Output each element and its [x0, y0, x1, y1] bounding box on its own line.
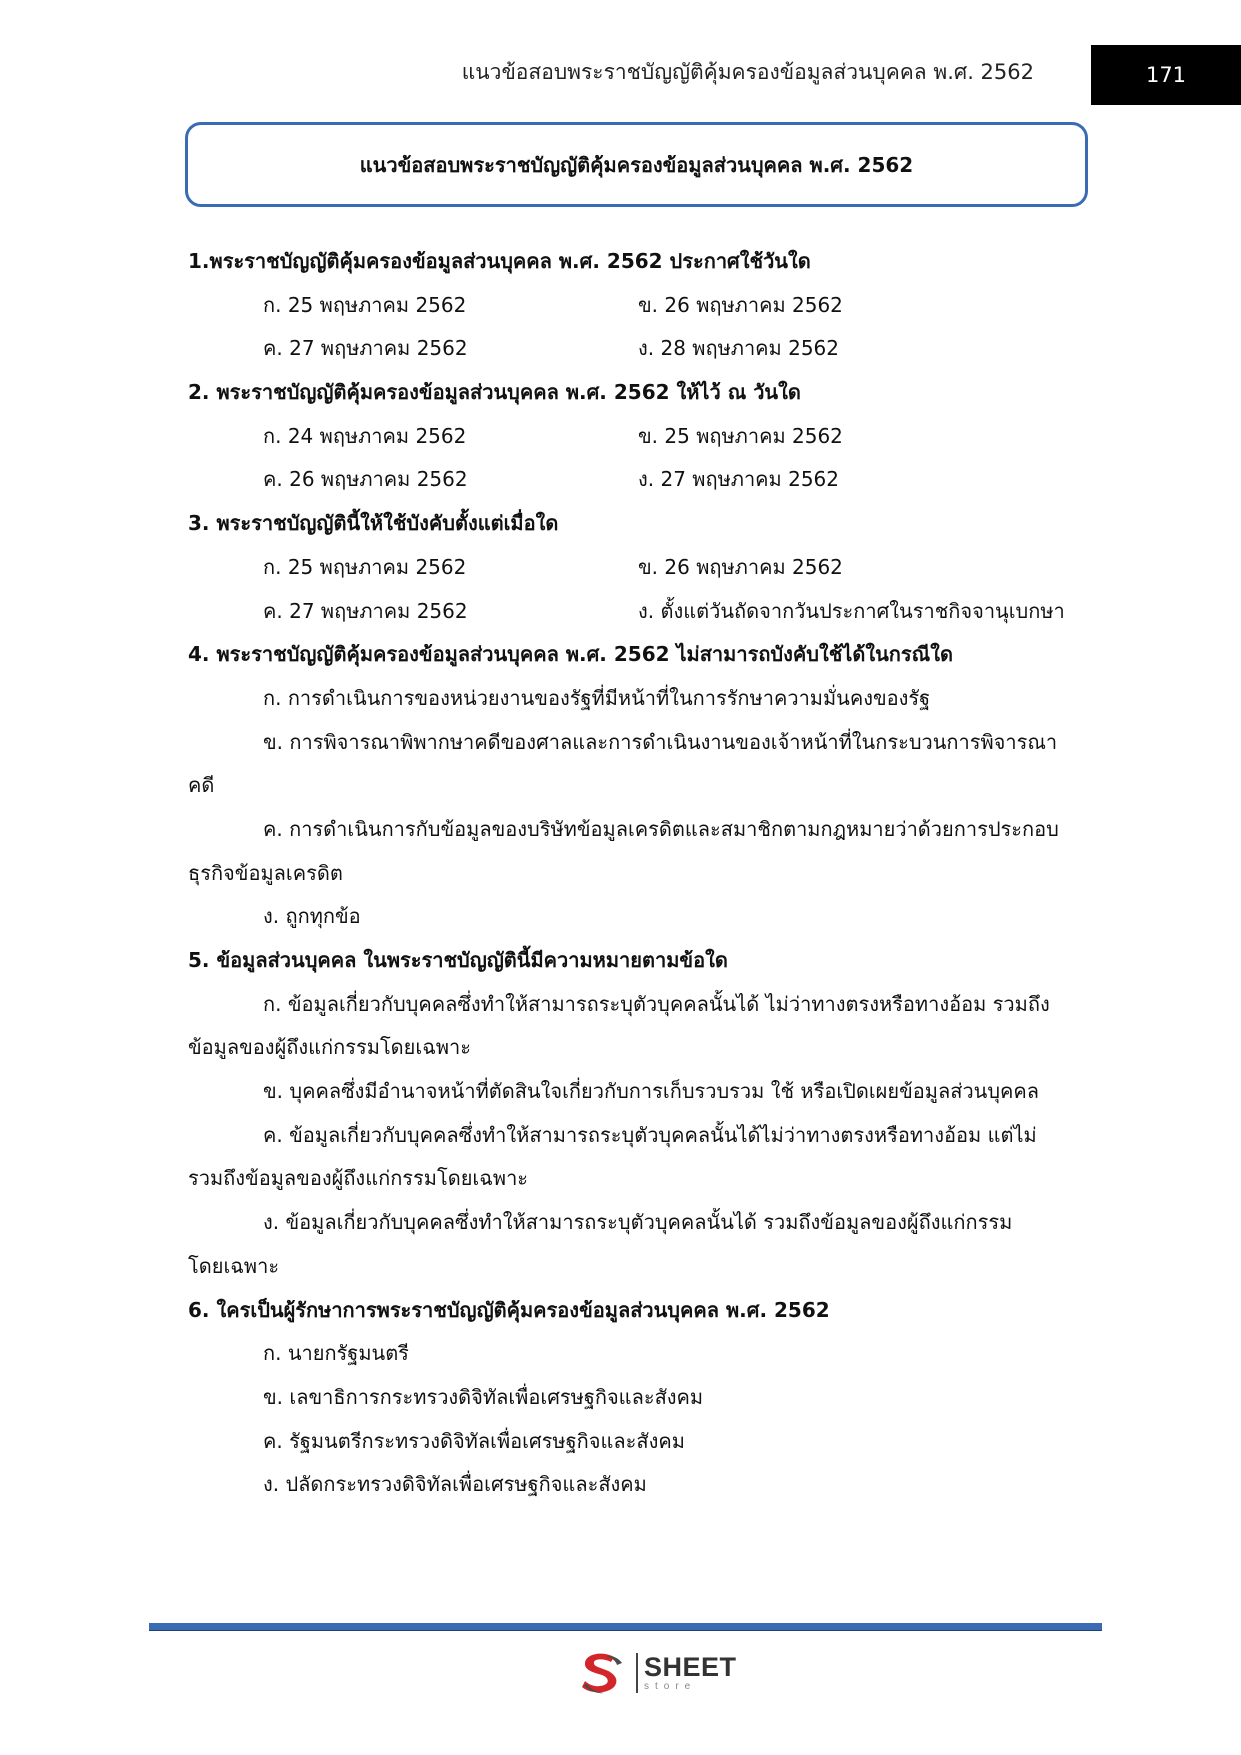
running-header-title: แนวข้อสอบพระราชบัญญัติคุ้มครองข้อมูลส่วนบุคคล พ.ศ. 2562	[461, 60, 1034, 84]
option-c: ค. รัฐมนตรีกระทรวงดิจิทัลเพื่อเศรษฐกิจและสังคม	[263, 1428, 685, 1453]
options-row	[188, 415, 1088, 459]
question-1: 1.พระราชบัญญัติคุ้มครองข้อมูลส่วนบุคคล พ.ศ. 2562 ประกาศใช้วันใด	[188, 249, 811, 273]
option-c: ค. 26 พฤษภาคม 2562	[263, 467, 468, 492]
option-d: ง. 27 พฤษภาคม 2562	[638, 467, 839, 492]
sheet-store-logo-icon	[576, 1649, 628, 1697]
page-title: แนวข้อสอบพระราชบัญญัติคุ้มครองข้อมูลส่วนบุคคล พ.ศ. 2562	[359, 152, 914, 177]
options-row	[188, 458, 1088, 502]
option-a: ก. ข้อมูลเกี่ยวกับบุคคลซึ่งทำให้สามารถระบุตัวบุคคลนั้นได้ ไม่ว่าทางตรงหรือทางอ้อม รวมถึง	[263, 991, 1050, 1016]
brand-logo	[576, 1648, 746, 1698]
option-a-continued: ข้อมูลของผู้ถึงแก่กรรมโดยเฉพาะ	[188, 1035, 472, 1060]
question-list	[188, 240, 1088, 1507]
option-d: ง. ข้อมูลเกี่ยวกับบุคคลซึ่งทำให้สามารถระบุตัวบุคคลนั้นได้ รวมถึงข้อมูลของผู้ถึงแก่กรรม	[263, 1210, 1013, 1235]
option-d: ง. ปลัดกระทรวงดิจิทัลเพื่อเศรษฐกิจและสังคม	[263, 1472, 647, 1497]
question-5: 5. ข้อมูลส่วนบุคคล ในพระราชบัญญัตินี้มีความหมายตามข้อใด	[188, 948, 728, 972]
option-b: ข. 26 พฤษภาคม 2562	[638, 292, 843, 317]
footer-rule	[149, 1623, 1102, 1631]
option-c-continued: ธุรกิจข้อมูลเครดิต	[188, 860, 343, 885]
option-d-continued: โดยเฉพาะ	[188, 1253, 280, 1278]
option-b: ข. 25 พฤษภาคม 2562	[638, 423, 843, 448]
option-a: ก. 25 พฤษภาคม 2562	[263, 292, 467, 317]
option-b-continued: คดี	[188, 773, 215, 798]
question-6: 6. ใครเป็นผู้รักษาการพระราชบัญญัติคุ้มครองข้อมูลส่วนบุคคล พ.ศ. 2562	[188, 1297, 830, 1322]
brand-sub: store	[644, 1681, 697, 1692]
option-c: ค. 27 พฤษภาคม 2562	[263, 598, 468, 623]
page-number: 171	[1091, 45, 1241, 105]
option-d: ง. 28 พฤษภาคม 2562	[638, 336, 839, 361]
question-2: 2. พระราชบัญญัติคุ้มครองข้อมูลส่วนบุคคล พ.ศ. 2562 ให้ไว้ ณ วันใด	[188, 380, 801, 405]
page-title-box	[185, 122, 1088, 207]
options-row	[188, 327, 1088, 371]
question-4: 4. พระราชบัญญัติคุ้มครองข้อมูลส่วนบุคคล พ.ศ. 2562 ไม่สามารถบังคับใช้ได้ในกรณีใด	[188, 642, 953, 667]
options-row	[188, 284, 1088, 328]
option-c-continued: รวมถึงข้อมูลของผู้ถึงแก่กรรมโดยเฉพาะ	[188, 1166, 529, 1191]
option-b: ข. บุคคลซึ่งมีอำนาจหน้าที่ตัดสินใจเกี่ยวกับการเก็บรวบรวม ใช้ หรือเปิดเผยข้อมูลส่วนบุคคล	[263, 1079, 1040, 1104]
option-d: ง. ถูกทุกข้อ	[263, 904, 361, 929]
brand-text	[644, 1654, 737, 1692]
option-d: ง. ตั้งแต่วันถัดจากวันประกาศในราชกิจจานุเบกษา	[638, 598, 1065, 623]
question-3: 3. พระราชบัญญัตินี้ให้ใช้บังคับตั้งแต่เมื่อใด	[188, 511, 559, 536]
options-row	[188, 546, 1088, 590]
option-c: ค. การดำเนินการกับข้อมูลของบริษัทข้อมูลเครดิตและสมาชิกตามกฎหมายว่าด้วยการประกอบ	[263, 816, 1059, 841]
option-c: ค. 27 พฤษภาคม 2562	[263, 336, 468, 361]
option-a: ก. 24 พฤษภาคม 2562	[263, 423, 467, 448]
option-b: ข. 26 พฤษภาคม 2562	[638, 554, 843, 579]
logo-separator	[636, 1653, 638, 1693]
options-row	[188, 590, 1088, 634]
option-a: ก. 25 พฤษภาคม 2562	[263, 554, 467, 579]
option-b: ข. การพิจารณาพิพากษาคดีของศาลและการดำเนินงานของเจ้าหน้าที่ในกระบวนการพิจารณา	[263, 729, 1058, 754]
option-a: ก. นายกรัฐมนตรี	[263, 1341, 409, 1366]
brand-name: SHEET	[644, 1652, 737, 1682]
option-b: ข. เลขาธิการกระทรวงดิจิทัลเพื่อเศรษฐกิจและสังคม	[263, 1384, 704, 1409]
option-a: ก. การดำเนินการของหน่วยงานของรัฐที่มีหน้าที่ในการรักษาความมั่นคงของรัฐ	[263, 685, 931, 710]
option-c: ค. ข้อมูลเกี่ยวกับบุคคลซึ่งทำให้สามารถระบุตัวบุคคลนั้นได้ไม่ว่าทางตรงหรือทางอ้อม แต่ไม่	[263, 1122, 1037, 1147]
